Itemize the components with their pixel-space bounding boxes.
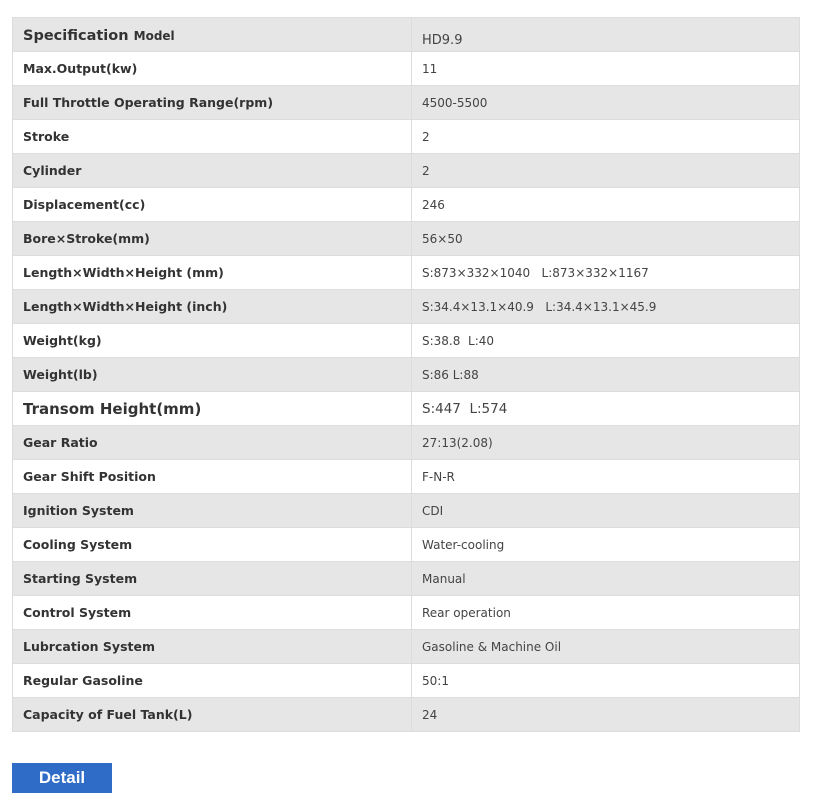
row-label-stroke: Stroke — [13, 120, 412, 154]
row-value-bore-stroke: 56×50 — [412, 222, 800, 256]
table-row — [13, 324, 800, 358]
row-value-starting: Manual — [412, 562, 800, 596]
table-row — [13, 154, 800, 188]
table-row — [13, 392, 800, 426]
row-label-gear-shift: Gear Shift Position — [13, 460, 412, 494]
row-label-gasoline: Regular Gasoline — [13, 664, 412, 698]
table-row — [13, 290, 800, 324]
row-label-transom-height: Transom Height(mm) — [13, 392, 412, 426]
row-label-max-output: Max.Output(kw) — [13, 52, 412, 86]
row-label-ignition: Ignition System — [13, 494, 412, 528]
table-row — [13, 460, 800, 494]
row-value-gasoline: 50:1 — [412, 664, 800, 698]
row-label-gear-ratio: Gear Ratio — [13, 426, 412, 460]
table-row — [13, 120, 800, 154]
row-value-dimensions-inch: S:34.4×13.1×40.9 L:34.4×13.1×45.9 — [412, 290, 800, 324]
row-label-cooling: Cooling System — [13, 528, 412, 562]
row-value-weight-lb: S:86 L:88 — [412, 358, 800, 392]
row-label-bore-stroke: Bore×Stroke(mm) — [13, 222, 412, 256]
model-value: HD9.9 — [422, 33, 463, 48]
table-header-row — [13, 18, 800, 52]
row-label-fuel-tank: Capacity of Fuel Tank(L) — [13, 698, 412, 732]
row-value-lubrication: Gasoline & Machine Oil — [412, 630, 800, 664]
row-label-weight-lb: Weight(lb) — [13, 358, 412, 392]
table-row — [13, 562, 800, 596]
row-label-dimensions-mm: Length×Width×Height (mm) — [13, 256, 412, 290]
row-label-cylinder: Cylinder — [13, 154, 412, 188]
table-row — [13, 494, 800, 528]
row-value-gear-ratio: 27:13(2.08) — [412, 426, 800, 460]
row-value-weight-kg: S:38.8 L:40 — [412, 324, 800, 358]
row-label-weight-kg: Weight(kg) — [13, 324, 412, 358]
table-row — [13, 664, 800, 698]
spec-value-cell — [412, 18, 800, 52]
table-row — [13, 86, 800, 120]
row-value-ignition: CDI — [412, 494, 800, 528]
table-row — [13, 630, 800, 664]
row-value-cylinder: 2 — [412, 154, 800, 188]
table-row — [13, 698, 800, 732]
row-label-starting: Starting System — [13, 562, 412, 596]
row-value-displacement: 246 — [412, 188, 800, 222]
model-heading: Model — [133, 29, 175, 43]
row-value-gear-shift: F-N-R — [412, 460, 800, 494]
row-label-dimensions-inch: Length×Width×Height (inch) — [13, 290, 412, 324]
row-value-control: Rear operation — [412, 596, 800, 630]
row-value-dimensions-mm: S:873×332×1040 L:873×332×1167 — [412, 256, 800, 290]
table-row — [13, 222, 800, 256]
table-row — [13, 528, 800, 562]
table-row — [13, 52, 800, 86]
table-row — [13, 256, 800, 290]
table-row — [13, 596, 800, 630]
table-row — [13, 188, 800, 222]
row-label-operating-range: Full Throttle Operating Range(rpm) — [13, 86, 412, 120]
row-value-stroke: 2 — [412, 120, 800, 154]
row-value-max-output: 11 — [412, 52, 800, 86]
spec-label-cell — [13, 18, 412, 52]
specification-table — [12, 17, 800, 732]
table-row — [13, 426, 800, 460]
row-value-transom-height: S:447 L:574 — [412, 392, 800, 426]
detail-button[interactable]: Detail — [12, 763, 112, 793]
specification-heading: Specification — [23, 28, 129, 44]
row-value-cooling: Water-cooling — [412, 528, 800, 562]
row-label-control: Control System — [13, 596, 412, 630]
row-label-displacement: Displacement(cc) — [13, 188, 412, 222]
table-row — [13, 358, 800, 392]
row-value-fuel-tank: 24 — [412, 698, 800, 732]
row-label-lubrication: Lubrcation System — [13, 630, 412, 664]
row-value-operating-range: 4500-5500 — [412, 86, 800, 120]
